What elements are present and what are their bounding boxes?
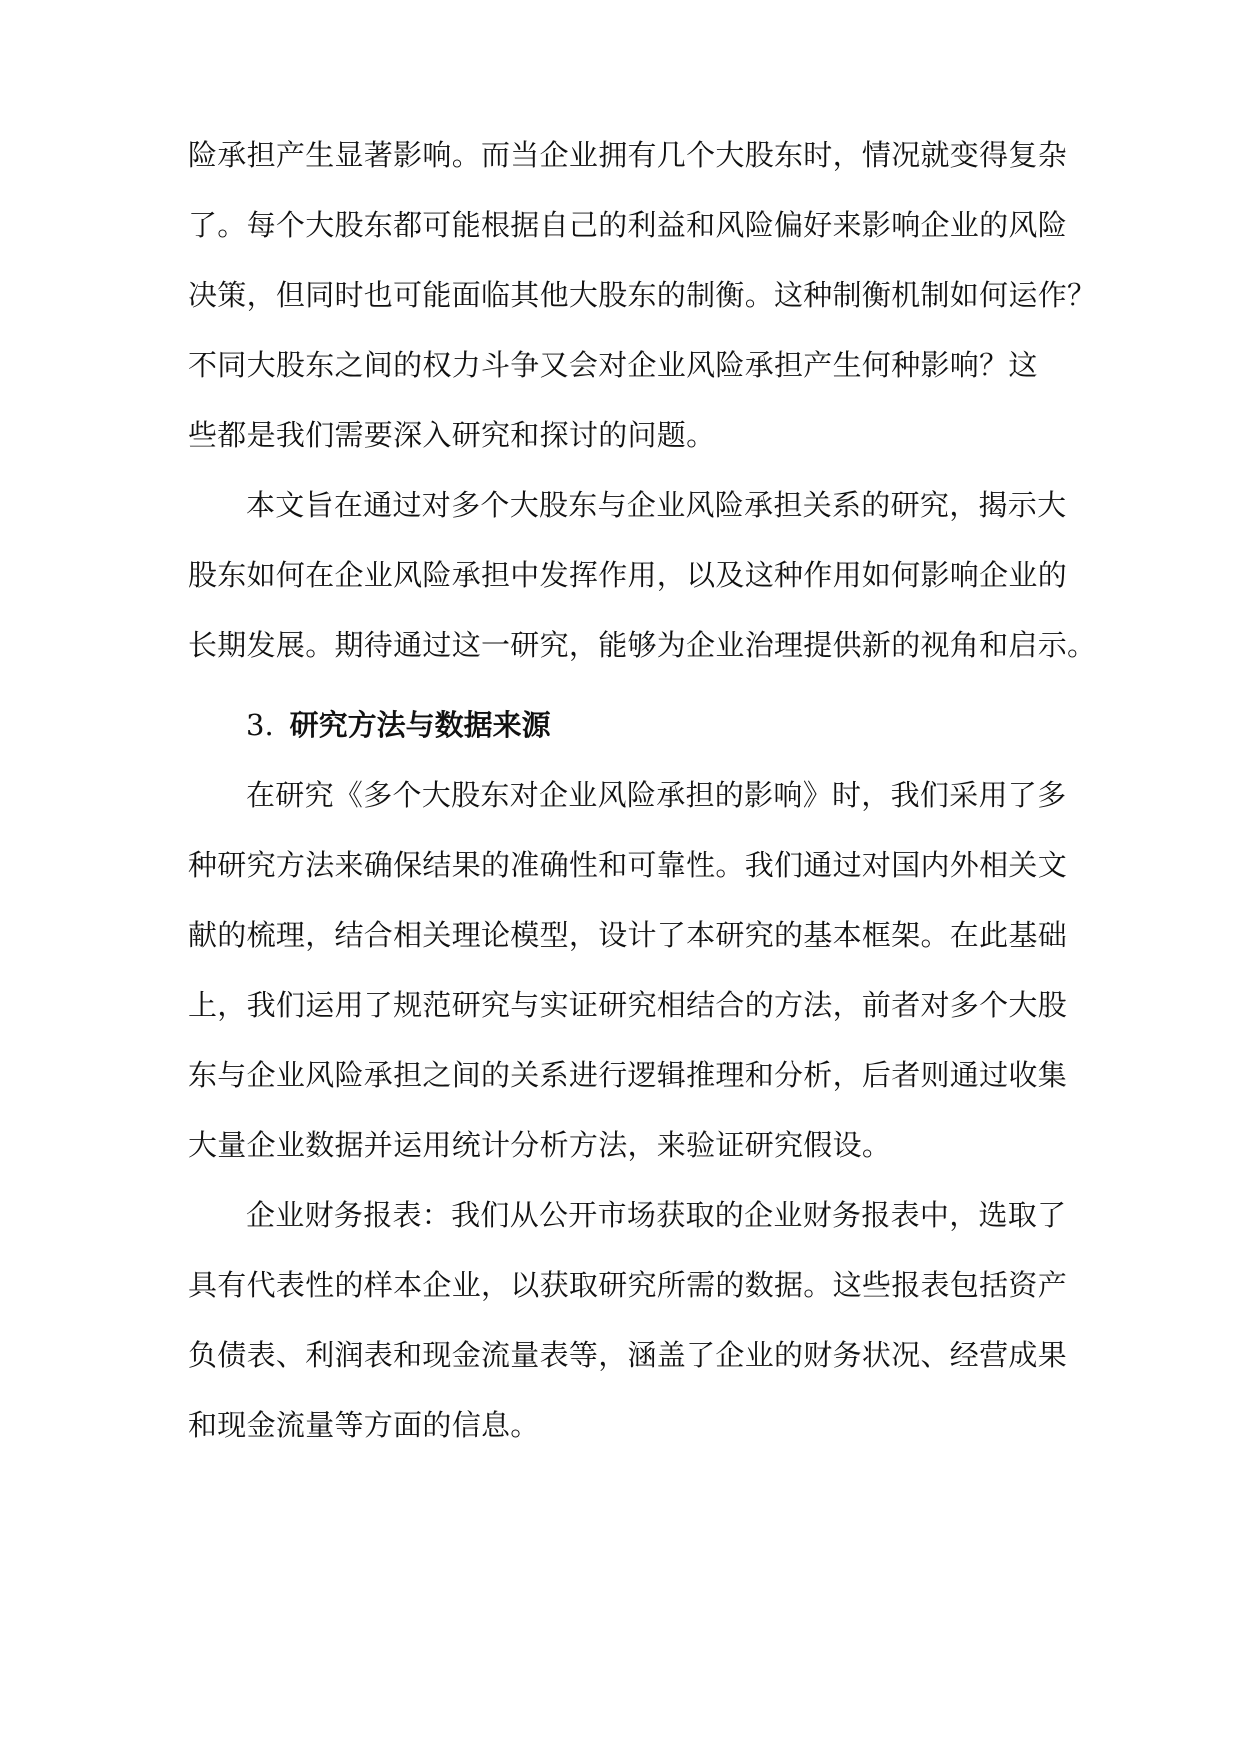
paragraph-3-line-5: 东与企业风险承担之间的关系进行逻辑推理和分析，后者则通过收集 [188, 1058, 1068, 1092]
paragraph-4-line-1: 企业财务报表：我们从公开市场获取的企业财务报表中，选取了 [246, 1198, 1067, 1232]
paragraph-2-line-3: 长期发展。期待通过这一研究，能够为企业治理提供新的视角和启示。 [188, 628, 1097, 662]
section-heading [246, 703, 746, 747]
paragraph-1-line-1: 险承担产生显著影响。而当企业拥有几个大股东时，情况就变得复杂 [188, 138, 1068, 172]
paragraph-3-line-6: 大量企业数据并运用统计分析方法，来验证研究假设。 [188, 1128, 892, 1162]
paragraph-3-line-1: 在研究《多个大股东对企业风险承担的影响》时，我们采用了多 [246, 778, 1067, 812]
paragraph-4-line-2: 具有代表性的样本企业，以获取研究所需的数据。这些报表包括资产 [188, 1268, 1068, 1302]
paragraph-2-line-2: 股东如何在企业风险承担中发挥作用，以及这种作用如何影响企业的 [188, 558, 1068, 592]
paragraph-3-line-3: 献的梳理，结合相关理论模型，设计了本研究的基本框架。在此基础 [188, 918, 1068, 952]
section-title: 研究方法与数据来源 [289, 708, 551, 742]
section-number: 3. [246, 708, 274, 742]
paragraph-3-line-4: 上，我们运用了规范研究与实证研究相结合的方法，前者对多个大股 [188, 988, 1068, 1022]
paragraph-1-line-3: 决策，但同时也可能面临其他大股东的制衡。这种制衡机制如何运作？ [188, 278, 1097, 312]
paragraph-4-line-3: 负债表、利润表和现金流量表等，涵盖了企业的财务状况、经营成果 [188, 1338, 1068, 1372]
paragraph-3-line-2: 种研究方法来确保结果的准确性和可靠性。我们通过对国内外相关文 [188, 848, 1068, 882]
paragraph-1-line-2: 了。每个大股东都可能根据自己的利益和风险偏好来影响企业的风险 [188, 208, 1068, 242]
paragraph-4-line-4: 和现金流量等方面的信息。 [188, 1408, 540, 1442]
paragraph-1-line-5: 些都是我们需要深入研究和探讨的问题。 [188, 418, 716, 452]
paragraph-1-line-4: 不同大股东之间的权力斗争又会对企业风险承担产生何种影响？这 [188, 348, 1038, 382]
paragraph-2-line-1: 本文旨在通过对多个大股东与企业风险承担关系的研究，揭示大 [246, 488, 1067, 522]
